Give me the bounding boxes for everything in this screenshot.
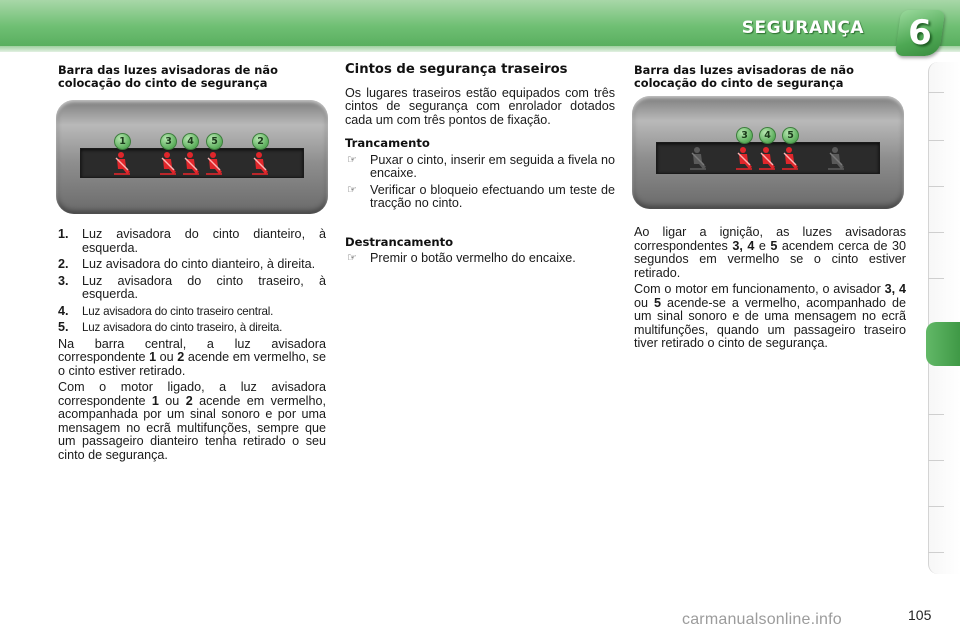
rear-engine-paragraph bbox=[634, 283, 906, 351]
left-legend bbox=[58, 228, 326, 462]
seatbelt-warning-icon bbox=[779, 146, 801, 170]
rail-divider bbox=[928, 506, 944, 507]
unlock-step-text: Premir o botão vermelho do encaixe. bbox=[370, 251, 576, 265]
seatbelt-warning-icon bbox=[180, 151, 202, 175]
right-column bbox=[634, 64, 906, 89]
rail-divider bbox=[928, 140, 944, 141]
rail-divider bbox=[928, 552, 944, 553]
legend-item bbox=[58, 305, 326, 319]
unlock-step bbox=[345, 252, 615, 266]
rail-divider bbox=[928, 186, 944, 187]
rear-belts-intro: Os lugares traseiros estão equipados com três cintos de segurança com enrolador dotados cada um com três pontos de fixação. bbox=[345, 85, 615, 127]
legend-number: 4. bbox=[58, 303, 69, 318]
watermark: carmanualsonline.info bbox=[682, 611, 842, 628]
legend-number: 5. bbox=[58, 320, 69, 334]
chapter-title: SEGURANÇA bbox=[741, 18, 864, 38]
pointing-hand-icon: ☞ bbox=[347, 183, 357, 196]
text-run: acende em vermelho, se o cinto estiver retirado. bbox=[58, 350, 326, 378]
lock-step-text: Puxar o cinto, inserir em seguida a fivela no encaixe. bbox=[370, 152, 615, 180]
text-run: ou bbox=[158, 393, 186, 408]
pointing-hand-icon: ☞ bbox=[347, 252, 357, 264]
rail-divider bbox=[928, 278, 944, 279]
pointing-hand-icon: ☞ bbox=[347, 153, 357, 166]
text-run: e bbox=[754, 238, 771, 253]
right-text bbox=[634, 226, 906, 351]
active-chapter-tab[interactable] bbox=[926, 322, 960, 366]
seatbelt-warning-icon bbox=[756, 146, 778, 170]
chapter-tab-rail bbox=[928, 62, 960, 574]
text-run: acende em vermelho, acompanhada por um sinal sonoro e por uma mensagem no ecrã multifunções, sempre que um passageiro dianteiro tenha retirado o seu cinto de segurança. bbox=[58, 393, 326, 462]
left-column bbox=[58, 64, 326, 89]
lamp-ref: 1 bbox=[149, 350, 157, 364]
text-run: Com o motor ligado, a luz avisadora correspondente bbox=[58, 380, 326, 408]
text-run: Ao ligar a ignição, as luzes avisadoras correspondentes bbox=[634, 225, 906, 253]
lamp-ref: 3, 4 bbox=[732, 238, 755, 253]
section-title: Cintos de segurança traseiros bbox=[345, 62, 568, 77]
seatbelt-warning-icon bbox=[157, 151, 179, 175]
lamp-number-badge: 5 bbox=[782, 127, 799, 144]
lamp-ref: 3, 4 bbox=[884, 282, 906, 296]
page-number: 105 bbox=[908, 607, 932, 623]
lamp-ref: 5 bbox=[654, 295, 662, 310]
legend-item bbox=[58, 275, 326, 302]
rail-divider bbox=[928, 460, 944, 461]
left-heading: Barra das luzes avisadoras de não colocação do cinto de segurança bbox=[58, 63, 278, 90]
legend-text: Luz avisadora do cinto traseiro, à direita. bbox=[82, 321, 283, 334]
header-divider bbox=[0, 46, 960, 52]
lamp-number-badge: 4 bbox=[182, 133, 199, 150]
lock-step bbox=[345, 154, 615, 181]
seatbelt-warning-icon bbox=[111, 151, 133, 175]
legend-item bbox=[58, 258, 326, 272]
front-belt-warning-panel bbox=[56, 100, 328, 214]
right-heading: Barra das luzes avisadoras de não colocação do cinto de segurança bbox=[634, 63, 854, 90]
legend-text: Luz avisadora do cinto traseiro central. bbox=[82, 304, 274, 318]
legend-text: Luz avisadora do cinto dianteiro, à direita. bbox=[82, 257, 316, 271]
text-run: Na barra central, a luz avisadora correspondente bbox=[58, 336, 326, 364]
unlock-heading: Destrancamento bbox=[345, 234, 454, 249]
lamp-number-badge: 5 bbox=[206, 133, 223, 150]
legend-item bbox=[58, 228, 326, 255]
lock-step bbox=[345, 184, 615, 211]
middle-column bbox=[345, 63, 615, 269]
seatbelt-warning-icon bbox=[203, 151, 225, 175]
front-lamp-paragraph bbox=[58, 338, 326, 379]
lamp-ref: 5 bbox=[770, 238, 778, 253]
legend-text: Luz avisadora do cinto dianteiro, à esquerda. bbox=[82, 227, 326, 255]
lock-step-text: Verificar o bloqueio efectuando um teste de tracção no cinto. bbox=[370, 182, 615, 210]
rail-divider bbox=[928, 92, 944, 93]
text-run: acendem cerca de 30 segundos em vermelho se o cinto estiver retirado. bbox=[634, 238, 906, 280]
seatbelt-unlit-icon bbox=[687, 146, 709, 170]
lamp-number-badge: 3 bbox=[736, 127, 753, 144]
lamp-ref: 2 bbox=[177, 350, 185, 364]
lamp-ref: 2 bbox=[185, 393, 193, 408]
chapter-number: 6 bbox=[908, 13, 932, 53]
legend-text: Luz avisadora do cinto traseiro, à esquerda. bbox=[82, 273, 326, 301]
text-run: acende-se a vermelho, acompanhado de um sinal sonoro e de uma mensagem no ecrã multifunções, quando um passageiro traseiro tiver retirado o cinto de segurança. bbox=[634, 295, 906, 350]
lamp-number-badge: 2 bbox=[252, 133, 269, 150]
seatbelt-warning-icon bbox=[733, 146, 755, 170]
seatbelt-unlit-icon bbox=[825, 146, 847, 170]
lamp-number-badge: 3 bbox=[160, 133, 177, 150]
legend-number: 2. bbox=[58, 257, 69, 271]
rear-ignition-paragraph bbox=[634, 226, 906, 280]
legend-number: 1. bbox=[58, 227, 69, 241]
text-run: ou bbox=[634, 295, 655, 310]
rail-divider bbox=[928, 414, 944, 415]
rail-divider bbox=[928, 232, 944, 233]
text-run: Com o motor em funcionamento, o avisador bbox=[634, 282, 885, 296]
legend-number: 3. bbox=[58, 273, 69, 288]
lamp-number-badge: 1 bbox=[114, 133, 131, 150]
seatbelt-warning-icon bbox=[249, 151, 271, 175]
rear-belt-warning-panel bbox=[632, 96, 904, 209]
lamp-number-badge: 4 bbox=[759, 127, 776, 144]
legend-item bbox=[58, 321, 326, 335]
lamp-ref: 1 bbox=[151, 393, 159, 408]
lock-heading: Trancamento bbox=[345, 136, 430, 150]
text-run: ou bbox=[156, 350, 178, 364]
front-engine-paragraph bbox=[58, 381, 326, 462]
